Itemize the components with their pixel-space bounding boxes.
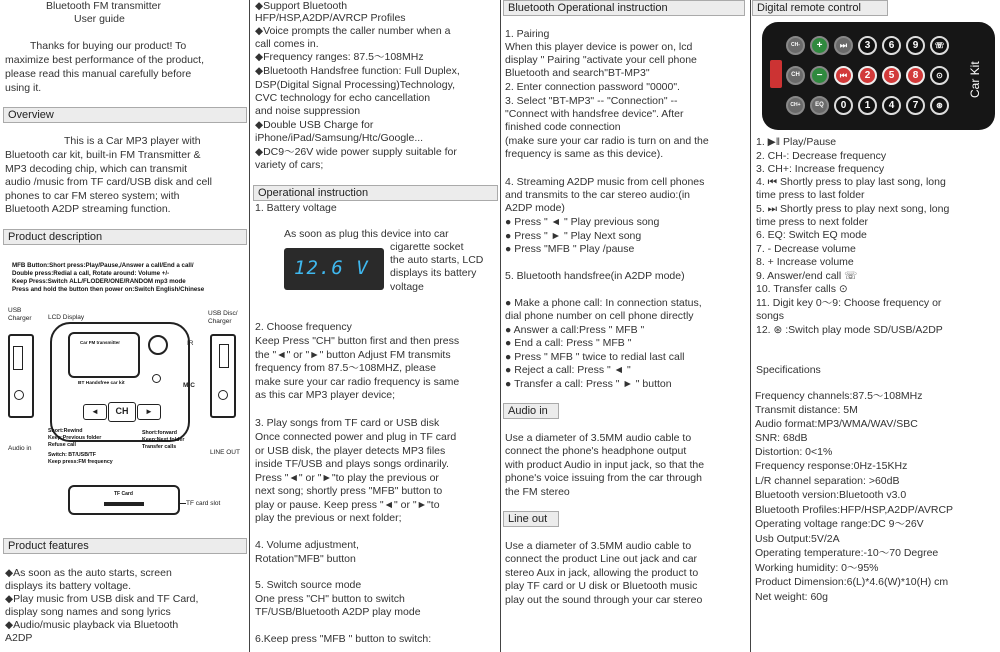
text-line: TF/USB/Bluetooth A2DP play mode	[255, 606, 421, 618]
text-line: the "◄" or "►" button Adjust FM transmits	[255, 349, 451, 361]
column-1	[0, 0, 249, 652]
spec-item: Distortion: 0<1%	[755, 446, 833, 458]
feature-line: and noise suppression	[255, 105, 361, 117]
mic-label: MIC	[183, 382, 195, 389]
mfb-knob	[148, 335, 168, 355]
forward-label: Keep:Next folder	[142, 437, 185, 443]
text-line: (make sure your car radio is turn on and the	[505, 135, 709, 147]
remote-key-5: 5	[882, 66, 901, 85]
text-line: frequency is same as this device).	[505, 148, 664, 160]
remote-key-2: 2	[858, 66, 877, 85]
text-line: Bluetooth and search"BT-MP3"	[505, 67, 650, 79]
remote-answer-call-icon: ☏	[930, 36, 949, 55]
remote-function-item: 4. ⏮ Shortly press to play last song, long	[756, 176, 946, 188]
feature-line: ◆Frequency ranges: 87.5～108MHz	[255, 51, 424, 63]
usb-disc-charger-label: USB Disc/ Charger	[208, 310, 238, 325]
feature-line: displays its battery voltage.	[5, 580, 132, 592]
text-line: A2DP mode)	[505, 202, 565, 214]
text-line: ● Press " MFB " twice to redial last call	[505, 351, 685, 363]
text-line: ● Reject a call: Press " ◄ "	[505, 364, 631, 376]
feature-line: DSP(Digital Signal Processing)Technology,	[255, 79, 455, 91]
text-line: the FM stereo	[505, 486, 570, 498]
remote-key-1: 1	[858, 96, 877, 115]
remote-function-item: 10. Transfer calls ⊙	[756, 283, 848, 295]
feature-line: call comes in.	[255, 38, 319, 50]
remote-transfer-call-icon: ⊙	[930, 66, 949, 85]
ir-label: IR	[187, 340, 194, 347]
tf-slot	[104, 502, 144, 506]
intro-line: using it.	[5, 82, 42, 94]
feature-line: ◆Bluetooth Handsfree function: Full Duplex,	[255, 65, 460, 77]
feature-line: CVC technology for echo cancellation	[255, 92, 431, 104]
battery-title: 1. Battery voltage	[255, 202, 337, 214]
remote-key-8: 8	[906, 66, 925, 85]
text-line: ● Press "MFB " Play /pause	[505, 243, 635, 255]
text-line: play out the sound through your car stereo	[505, 594, 703, 606]
text-line: 4. Volume adjustment,	[255, 539, 359, 551]
battery-text: As soon as plug this device into car	[284, 228, 449, 240]
remote-function-item: 9. Answer/end call ☏	[756, 270, 858, 282]
rewind-label: Keep:Previous folder	[48, 435, 102, 441]
remote-ch-minus: CH-	[786, 36, 805, 55]
overview-line: Bluetooth A2DP streaming function.	[5, 203, 171, 215]
text-line: inside TF/USB and plays songs ordinarily.	[255, 458, 449, 470]
next-button: ►	[137, 404, 161, 420]
feature-line: iPhone/iPad/Samsung/Htc/Google...	[255, 132, 424, 144]
audio-in-label: Audio in	[8, 445, 32, 452]
spec-item: Bluetooth Profiles:HFP/HSP,A2DP/AVRCP	[755, 504, 954, 516]
intro-line: Thanks for buying our product! To	[30, 40, 187, 52]
feature-line: ◆As soon as the auto starts, screen	[5, 567, 172, 579]
overview-line: phones to car FM stereo system; with	[5, 190, 180, 202]
remote-function-item: 1. ▶‖ Play/Pause	[756, 136, 837, 148]
feature-line: ◆DC9～26V wide power supply suitable for	[255, 146, 457, 158]
device-title: Car FM transmitter	[80, 340, 121, 345]
usb-port	[219, 344, 229, 368]
remote-function-item: 3. CH+: Increase frequency	[756, 163, 885, 175]
text-line: play or pause. Keep press "◄" or "►"to	[255, 499, 440, 511]
text-line: 2. Choose frequency	[255, 321, 352, 333]
remote-ch: CH	[786, 66, 805, 85]
spec-item: Frequency response:0Hz-15KHz	[755, 460, 908, 472]
feature-line: HFP/HSP,A2DP/AVRCP Profiles	[255, 12, 406, 24]
line-out-header: Line out	[503, 511, 559, 527]
remote-prev: ⏮	[834, 66, 853, 85]
spec-item: SNR: 68dB	[755, 432, 808, 444]
bt-operational-header: Bluetooth Operational instruction	[503, 0, 745, 16]
spec-item: Product Dimension:6(L)*4.6(W)*10(H) cm	[755, 576, 949, 588]
text-line: Keep Press "CH" button first and then press	[255, 335, 460, 347]
text-line: or USB disk, the player detects MP3 files	[255, 445, 446, 457]
spec-item: Audio format:MP3/WMA/WAV/SBC	[755, 418, 918, 430]
spec-item: Usb Output:5V/2A	[755, 533, 840, 545]
text-line: and transmits to the car stereo audio:(in	[505, 189, 691, 201]
feature-line: variety of cars;	[255, 159, 324, 171]
remote-mode-icon: ⊛	[930, 96, 949, 115]
remote-control	[762, 22, 995, 130]
text-line: connect the phone's headphone output	[505, 445, 687, 457]
text-line: Use a diameter of 3.5MM audio cable to	[505, 432, 692, 444]
specifications-title: Specifications	[756, 364, 821, 376]
digital-remote-header: Digital remote control	[752, 0, 888, 16]
text-line: as this car MP3 player device;	[255, 389, 396, 401]
forward-label: Transfer calls	[142, 444, 177, 450]
mic-hole	[152, 374, 161, 383]
text-line: 1. Pairing	[505, 28, 550, 40]
remote-key-4: 4	[882, 96, 901, 115]
remote-logo	[770, 60, 782, 88]
text-line: ● Make a phone call: In connection status,	[505, 297, 702, 309]
spec-item: Operating voltage range:DC 9～26V	[755, 518, 924, 530]
feature-line: ◆Play music from USB disk and TF Card,	[5, 593, 199, 605]
text-line: 4. Streaming A2DP music from cell phones	[505, 176, 705, 188]
text-line: ● Answer a call:Press " MFB "	[505, 324, 645, 336]
keep-press-mfb: 6.Keep press "MFB " button to switch:	[255, 633, 432, 645]
text-line: Press "◄" or "►"to play the previous or	[255, 472, 439, 484]
remote-minus: −	[810, 66, 829, 85]
text-line: ● End a call: Press " MFB "	[505, 337, 632, 349]
prev-button: ◄	[83, 404, 107, 420]
text-line: Once connected power and plug in TF card	[255, 431, 457, 443]
overview-line: MP3 decoding chip, which can transmit	[5, 163, 188, 175]
feature-line: ◆Support Bluetooth	[255, 0, 348, 12]
feature-line: ◆Audio/music playback via Bluetooth	[5, 619, 179, 631]
doc-title: Bluetooth FM transmitter	[46, 0, 161, 12]
line-out-jack	[218, 390, 228, 400]
text-line: When this player device is power on, lcd	[505, 41, 693, 53]
remote-key-3: 3	[858, 36, 877, 55]
spec-item: Transmit distance: 5M	[755, 404, 858, 416]
remote-function-item: 5. ⏭ Shortly press to play next song, long	[756, 203, 950, 215]
tf-card-slot-body	[68, 485, 180, 515]
text-line: ● Press " ► " Play Next song	[505, 230, 642, 242]
audio-in-jack	[14, 390, 24, 400]
spec-item: Frequency channels:87.5～108MHz	[755, 390, 923, 402]
remote-function-item: 8. + Increase volume	[756, 256, 854, 268]
doc-subtitle: User guide	[74, 13, 125, 25]
audio-in-header: Audio in	[503, 403, 559, 419]
remote-key-0: 0	[834, 96, 853, 115]
mfb-line: MFB Button:Short press:Play/Pause,/Answer a call/End a call/	[12, 262, 194, 269]
rewind-label: Short:Rewind	[48, 428, 83, 434]
overview-line: audio /music from TF card/USB disk and cell	[5, 176, 212, 188]
switch-label: Switch: BT/USB/TF	[48, 452, 96, 458]
overview-line: This is a Car MP3 player with	[64, 135, 201, 147]
text-line: make sure your car radio frequency is same	[255, 376, 460, 388]
spec-item: Operating temperature:-10～70 Degree	[755, 547, 939, 559]
tf-slot-label: TF card slot	[186, 500, 221, 507]
tf-card-label: TF Card	[114, 491, 133, 497]
spec-item: L/R channel separation: >60dB	[755, 475, 900, 487]
operational-instruction-header: Operational instruction	[253, 185, 498, 201]
remote-function-item: 11. Digit key 0～9: Choose frequency or	[756, 297, 942, 309]
remote-function-item: 12. ⊛ :Switch play mode SD/USB/A2DP	[756, 324, 943, 336]
text-line: connect the product Line out jack and car	[505, 553, 698, 565]
text-line: dial phone number on cell phone directly	[505, 310, 694, 322]
remote-label: Car Kit	[968, 61, 982, 98]
remote-function-item: time press to next folder	[756, 216, 869, 228]
column-divider	[750, 0, 751, 652]
line-out-label: LINE OUT	[210, 449, 240, 456]
usb-charger-label: USB Charger	[8, 307, 32, 322]
text-line: play TF card or U disk or Bluetooth music	[505, 580, 698, 592]
switch-label: Keep press:FM frequency	[48, 459, 113, 465]
text-line: One press "CH" button to switch	[255, 593, 405, 605]
usb-port	[13, 346, 23, 370]
text-line: with product Audio in input jack, so that the	[505, 459, 705, 471]
device-brand: BT Handsfree car kit	[78, 381, 125, 386]
text-line: "Connect with handsfree device". After	[505, 108, 684, 120]
feature-line: display song names and song lyrics	[5, 606, 171, 618]
spec-item: Working humidity: 0～95%	[755, 562, 879, 574]
text-line: stereo Aux in jack, allowing the product to	[505, 567, 699, 579]
mfb-line: Double press:Redial a call, Rotate around: Volume +/-	[12, 270, 170, 277]
product-description-header: Product description	[3, 229, 247, 245]
remote-key-7: 7	[906, 96, 925, 115]
text-line: frequency from 87.5～108MHZ, please	[255, 362, 436, 374]
product-features-header: Product features	[3, 538, 247, 554]
rewind-label: Refuse call	[48, 442, 76, 448]
text-line: phone's voice issuing from the car through	[505, 472, 702, 484]
text-line: Use a diameter of 3.5MM audio cable to	[505, 540, 692, 552]
column-3	[501, 0, 750, 652]
column-2	[250, 0, 500, 652]
intro-line: maximize best performance of the product,	[5, 54, 205, 66]
lcd-display-label: LCD Display	[48, 314, 85, 321]
overview-header: Overview	[3, 107, 247, 123]
text-line: display " Pairing "activate your cell phone	[505, 54, 697, 66]
text-line: Rotation"MFB" button	[255, 553, 356, 565]
text-line: ● Transfer a call: Press " ► " button	[505, 378, 672, 390]
lcd-battery-value: 12.6 V	[294, 257, 369, 279]
remote-function-item: songs	[756, 310, 785, 322]
battery-text: displays its battery	[390, 267, 477, 279]
feature-line: ◆Voice prompts the caller number when a	[255, 25, 451, 37]
intro-line: please read this manual carefully before	[5, 68, 192, 80]
forward-label: Short:forward	[142, 430, 178, 436]
remote-function-item: time press to last folder	[756, 189, 865, 201]
remote-key-6: 6	[882, 36, 901, 55]
text-line: play the previous or next folder;	[255, 512, 402, 524]
battery-text: voltage	[390, 281, 424, 293]
text-line: ● Press " ◄ " Play previous song	[505, 216, 660, 228]
battery-text: the auto starts, LCD	[390, 254, 484, 266]
text-line: 3. Select "BT-MP3" -- "Connection" --	[505, 95, 678, 107]
remote-eq: EQ	[810, 96, 829, 115]
remote-next: ⏭	[834, 36, 853, 55]
remote-function-item: 2. CH-: Decrease frequency	[756, 150, 887, 162]
text-line: 2. Enter connection password "0000".	[505, 81, 680, 93]
remote-key-9: 9	[906, 36, 925, 55]
remote-function-item: 6. EQ: Switch EQ mode	[756, 229, 867, 241]
text-line: finished code connection	[505, 121, 621, 133]
overview-line: Bluetooth car kit, built-in FM Transmitter &	[5, 149, 201, 161]
battery-text: cigarette socket	[390, 241, 464, 253]
text-line: next song; shortly press "MFB" button to	[255, 485, 443, 497]
remote-ch-plus: CH+	[786, 96, 805, 115]
mfb-line: Press and hold the button then power on:Switch English/Chinese	[12, 286, 205, 293]
feature-line: A2DP	[5, 632, 33, 644]
text-line: 3. Play songs from TF card or USB disk	[255, 417, 440, 429]
feature-line: ◆Double USB Charge for	[255, 119, 374, 131]
remote-function-item: 7. - Decrease volume	[756, 243, 856, 255]
remote-plus: +	[810, 36, 829, 55]
mfb-line: Keep Press:Switch ALL/FLODER/ONE/RANDOM mp3 mode	[12, 278, 186, 285]
handsfree-title: 5. Bluetooth handsfree(in A2DP mode)	[505, 270, 685, 282]
text-line: 5. Switch source mode	[255, 579, 362, 591]
ch-button: CH	[108, 402, 136, 422]
spec-item: Bluetooth version:Bluetooth v3.0	[755, 489, 907, 501]
spec-item: Net weight: 60g	[755, 591, 828, 603]
